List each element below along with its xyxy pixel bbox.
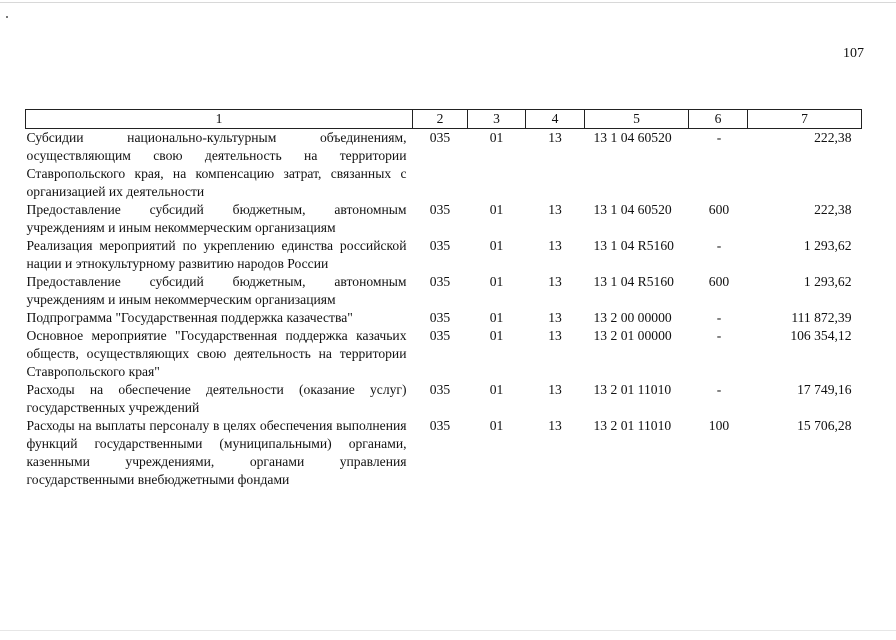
row-col6: - — [716, 238, 722, 253]
table-row — [26, 327, 862, 381]
row-col5: 13 1 04 60520 — [593, 202, 672, 217]
row-col3: 01 — [489, 418, 504, 433]
row-name: Подпрограмма "Государственная поддержка казачества" — [26, 310, 353, 325]
row-col3: 01 — [489, 130, 504, 145]
header-row — [26, 110, 862, 129]
row-col6: - — [716, 328, 722, 343]
row-col5: 13 1 04 60520 — [593, 130, 672, 145]
row-col7: 111 872,39 — [791, 310, 852, 325]
row-col3: 01 — [489, 310, 504, 325]
header-col-1: 1 — [26, 110, 413, 129]
row-col7: 106 354,12 — [790, 328, 852, 343]
row-col4: 13 — [548, 328, 562, 343]
header-col-3: 3 — [468, 110, 526, 129]
row-name: Основное мероприятие "Государственная поддержка казачьих обществ, осуществляющих свою деятельность на территории Ставропольского края" — [26, 328, 407, 379]
row-col6: 600 — [708, 274, 730, 289]
row-name: Предоставление субсидий бюджетным, автономным учреждениям и иным некоммерческим организациям — [26, 274, 407, 307]
row-col4: 13 — [548, 274, 562, 289]
row-col4: 13 — [548, 130, 562, 145]
header-col-7: 7 — [748, 110, 862, 129]
row-col5: 13 2 01 11010 — [593, 382, 672, 397]
row-col6: 600 — [708, 202, 730, 217]
row-name: Реализация мероприятий по укреплению единства российской нации и этнокультурному развитию народов России — [26, 238, 407, 271]
row-col2: 035 — [429, 328, 451, 343]
table-row — [26, 237, 862, 273]
row-col2: 035 — [429, 382, 451, 397]
row-col2: 035 — [429, 130, 451, 145]
row-col3: 01 — [489, 328, 504, 343]
table-row — [26, 309, 862, 327]
row-col4: 13 — [548, 418, 562, 433]
header-col-6: 6 — [689, 110, 748, 129]
row-name: Субсидии национально-культурным объединениям, осуществляющим свою деятельность на территории Ставропольского края, на компенсацию затрат, связанных с организацией их деятельности — [26, 130, 407, 199]
header-col-5: 5 — [585, 110, 689, 129]
header-col-2: 2 — [413, 110, 468, 129]
row-col4: 13 — [548, 238, 562, 253]
row-col4: 13 — [548, 202, 562, 217]
row-col7: 222,38 — [814, 202, 852, 217]
table-row — [26, 129, 862, 202]
row-col5: 13 2 01 11010 — [593, 418, 672, 433]
row-col7: 1 293,62 — [803, 274, 852, 289]
row-col7: 15 706,28 — [797, 418, 852, 433]
table-row — [26, 273, 862, 309]
scan-edge-top — [0, 2, 896, 3]
row-col2: 035 — [429, 274, 451, 289]
table-row — [26, 417, 862, 489]
row-col7: 17 749,16 — [797, 382, 852, 397]
page-number: 107 — [843, 46, 864, 61]
row-col5: 13 1 04 R5160 — [593, 238, 674, 253]
row-col3: 01 — [489, 382, 504, 397]
row-col2: 035 — [429, 202, 451, 217]
row-col3: 01 — [489, 202, 504, 217]
row-name: Расходы на обеспечение деятельности (оказание услуг) государственных учреждений — [26, 382, 407, 415]
row-col7: 222,38 — [814, 130, 852, 145]
scan-edge-bottom — [0, 630, 896, 631]
table-row — [26, 381, 862, 417]
row-col5: 13 2 00 00000 — [593, 310, 672, 325]
row-col7: 1 293,62 — [803, 238, 852, 253]
row-col5: 13 1 04 R5160 — [593, 274, 674, 289]
row-name: Предоставление субсидий бюджетным, автономным учреждениям и иным некоммерческим организациям — [26, 202, 407, 235]
row-col4: 13 — [548, 382, 562, 397]
scan-speck — [6, 16, 8, 18]
row-col6: - — [716, 310, 722, 325]
row-col6: - — [716, 382, 722, 397]
row-col2: 035 — [429, 238, 451, 253]
budget-table — [25, 109, 862, 489]
row-col6: 100 — [708, 418, 730, 433]
row-name: Расходы на выплаты персоналу в целях обеспечения выполнения функций государственными (муниципальными) органами, казенными учреждениями, органами управления государственными внебюджетными фондами — [26, 418, 407, 487]
row-col2: 035 — [429, 310, 451, 325]
row-col2: 035 — [429, 418, 451, 433]
row-col4: 13 — [548, 310, 562, 325]
row-col3: 01 — [489, 274, 504, 289]
row-col5: 13 2 01 00000 — [593, 328, 672, 343]
table-row — [26, 201, 862, 237]
row-col3: 01 — [489, 238, 504, 253]
header-col-4: 4 — [526, 110, 585, 129]
row-col6: - — [716, 130, 722, 145]
